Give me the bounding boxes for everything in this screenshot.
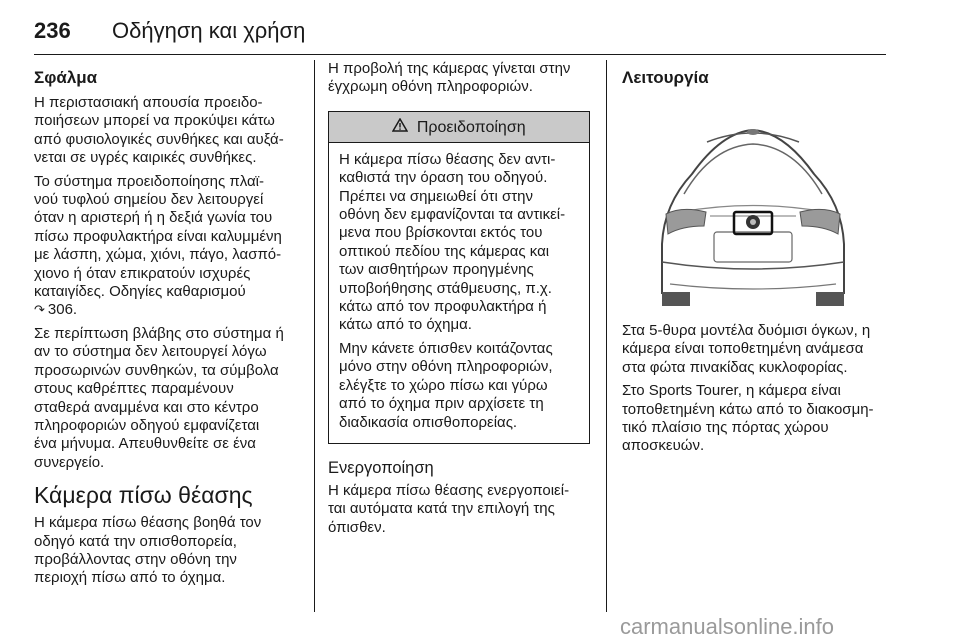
warning-box (328, 111, 590, 444)
warning-header (329, 112, 589, 143)
fault-paragraph-2-text: Το σύστημα προειδοποίησης πλαϊ- νού τυφλού σημείου δεν λειτουργεί όταν η αριστερή ή η δεξιά γωνία του πίσω προφυλακτήρα είναι καλυμμένη με λάσπη, χώμα, χιόνι, πάγο, λασπό- χιονο ή όταν επικρατούν ισχυρές καταιγίδες. Οδηγίες καθαρισμού (34, 172, 282, 301)
warning-body (329, 143, 589, 443)
running-title: Οδήγηση και χρήση (112, 18, 306, 43)
fault-heading: Σφάλμα (34, 68, 98, 87)
column-right (622, 60, 890, 461)
operation-paragraph-1: Στα 5-θυρα μοντέλα δυόμισι όγκων, η κάμερα είναι τοποθετημένη ανάμεσα στα φώτα πινακίδας κυκλοφορίας. (622, 322, 871, 376)
column-divider (314, 60, 315, 612)
activation-heading: Ενεργοποίηση (328, 458, 434, 477)
warning-title: Προειδοποίηση (416, 118, 526, 136)
column-left (34, 60, 302, 593)
warning-triangle-icon (392, 119, 412, 136)
page-header (34, 14, 886, 55)
page-number: 236 (34, 18, 71, 43)
camera-paragraph-1: Η κάμερα πίσω θέασης βοηθά τον οδηγό κατά την οπισθοπορεία, προβάλλοντας στην οθόνη την περιοχή πίσω από το όχημα. (34, 514, 262, 587)
warning-paragraph-1: Η κάμερα πίσω θέασης δεν αντι- καθιστά την όραση του οδηγού. Πρέπει να σημειωθεί ότι στην οθόνη δεν εμφανίζονται τα αντικεί- μενα που βρίσκονται εκτός του οπτικού πεδίου της κάμερας και των αισθητήρων προηγμένης υποβοήθησης στάθμευσης, π.χ. κάτω από τον προφυλακτήρα ή κάτω από το όχημα. (339, 150, 566, 334)
camera-heading: Κάμερα πίσω θέασης (34, 482, 253, 509)
watermark: carmanualsonline.info (620, 614, 835, 639)
activation-paragraph: Η κάμερα πίσω θέασης ενεργοποιεί- ται αυτόματα κατά την επιλογή της όπισθεν. (328, 481, 570, 536)
operation-heading: Λειτουργία (622, 68, 709, 87)
page-reference-arrow-icon: ↷ (34, 302, 45, 318)
fault-paragraph-3: Σε περίπτωση βλάβης στο σύστημα ή αν το σύστημα δεν λειτουργεί λόγω προσωρινών συνθηκών, τα σύμβολα στους καθρέπτες παραμένουν σταθερά αναμμένα και στο κέντρο πληροφοριών οδηγού εμφανίζεται ένα μήνυμα. Απευθυνθείτε σε ένα συνεργείο. (34, 324, 284, 471)
fault-paragraph-1: Η περιστασιακή απουσία προειδο- ποιήσεων μπορεί να προκύψει κάτω από φυσιολογικές συνθήκες και αυξά- νεται σε υγρές καιρικές συνθήκες. (34, 94, 284, 167)
column-middle (328, 60, 590, 542)
column-divider (606, 60, 607, 612)
page-reference-link[interactable]: 306. (47, 301, 78, 319)
rear-camera-illustration (622, 94, 884, 312)
warning-paragraph-2: Μην κάνετε όπισθεν κοιτάζοντας μόνο στην οθόνη πληροφοριών, ελέγξτε το χώρο πίσω και γύρω από το όχημα πριν αρχίσετε τη διαδικασία οπισθοπορείας. (339, 339, 553, 431)
camera-intro: Η προβολή της κάμερας γίνεται στην έγχρωμη οθόνη πληροφοριών. (328, 60, 571, 96)
operation-paragraph-2: Στο Sports Tourer, η κάμερα είναι τοποθετημένη κάτω από το διακοσμη- τικό πλαίσιο της πόρτας χώρου αποσκευών. (622, 382, 874, 455)
fault-paragraph-2 (34, 173, 302, 320)
